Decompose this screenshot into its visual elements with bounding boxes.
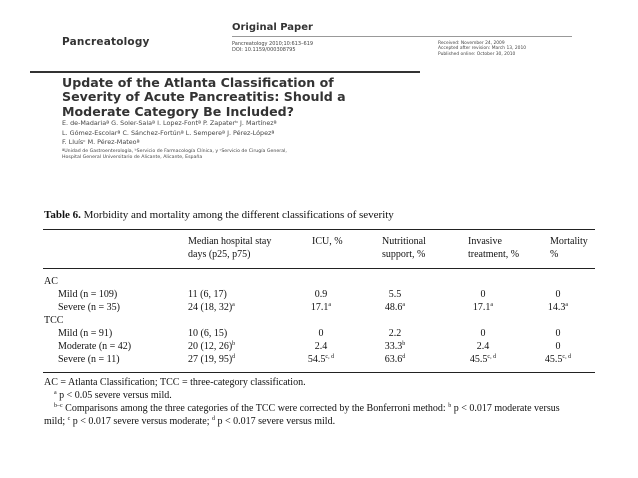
table-cell: 33.3$^b$ bbox=[384, 341, 406, 352]
column-header-line: support, % bbox=[382, 248, 426, 260]
table-cell: 45.5$^{c, d}$ bbox=[469, 354, 497, 365]
table-cell: 17.1$^a$ bbox=[472, 302, 494, 313]
footnote-abbreviations: AC = Atlanta Classification; TCC = three-category classification. bbox=[44, 377, 306, 388]
column-header-line: Nutritional bbox=[382, 236, 426, 247]
table-cell: 2.4 bbox=[476, 341, 490, 352]
row-label: Severe (n = 11) bbox=[58, 354, 120, 365]
article-title bbox=[62, 76, 482, 119]
column-header-nutrition bbox=[382, 236, 426, 261]
footnote-a: $^a$ p < 0.05 severe versus mild. bbox=[54, 390, 172, 401]
journal-name: Pancreatology bbox=[62, 36, 150, 48]
table-cell: 20 (12, 26)$^b$ bbox=[188, 341, 236, 352]
title-divider bbox=[30, 71, 420, 73]
header-divider bbox=[232, 36, 572, 37]
citation bbox=[232, 41, 313, 53]
affiliations bbox=[62, 149, 462, 161]
table-cell: 0 bbox=[318, 328, 324, 339]
table-cell: 0.9 bbox=[314, 289, 328, 300]
table-cell: 45.5$^{c, d}$ bbox=[544, 354, 572, 365]
author-line: L. Gómez-Escolarª C. Sánchez-Fortúnª L. Sempereª J. Pérez-Lópezª bbox=[62, 128, 275, 137]
column-header-line: treatment, % bbox=[468, 248, 520, 260]
author-list bbox=[62, 119, 442, 148]
column-header-line: days (p25, p75) bbox=[188, 248, 251, 260]
column-header-stay bbox=[188, 236, 271, 261]
table-cell: 2.4 bbox=[314, 341, 328, 352]
column-header-line: % bbox=[550, 248, 559, 260]
column-header-invasive bbox=[468, 236, 519, 261]
table-cell: 48.6$^a$ bbox=[384, 302, 406, 313]
citation-line: Pancreatology 2010;10:613–619 bbox=[232, 41, 314, 47]
table-cell: 2.2 bbox=[388, 328, 402, 339]
row-label: Mild (n = 91) bbox=[58, 328, 113, 339]
date-line: Accepted after revision: March 13, 2010 bbox=[438, 46, 527, 52]
column-header-line: ICU, % bbox=[312, 236, 343, 247]
table-caption bbox=[44, 209, 394, 221]
date-line: Published online: October 30, 2010 bbox=[438, 51, 516, 57]
affiliation-line: Hospital General Universitario de Alicante, Alicante, España bbox=[62, 155, 203, 161]
publication-dates bbox=[438, 41, 526, 57]
table-cell: 54.5$^{c, d}$ bbox=[307, 354, 335, 365]
article-type: Original Paper bbox=[232, 22, 313, 33]
table-cell: 0 bbox=[555, 341, 561, 352]
table-cell: 5.5 bbox=[388, 289, 402, 300]
table-cell: 10 (6, 15) bbox=[188, 328, 228, 339]
author-line: E. de-Madariaª G. Soler-Salaª I. Lopez-Fontª P. Zapaterᵇ J. Martínezª bbox=[62, 119, 277, 127]
author-line: F. Lluísᶜ M. Pérez-Mateoª bbox=[62, 138, 140, 147]
table-cell: 0 bbox=[555, 328, 561, 339]
citation-line: DOI: 10.1159/000308795 bbox=[232, 47, 296, 53]
table-cell: 24 (18, 32)$^a$ bbox=[188, 302, 235, 313]
table-cell: 0 bbox=[480, 328, 486, 339]
row-label: Mild (n = 109) bbox=[58, 289, 118, 300]
footnote-bonferroni-cont: mild; $^c$ p < 0.017 severe versus moderate; $^d$ p < 0.017 severe versus mild. bbox=[44, 416, 336, 427]
title-line: Update of the Atlanta Classification of bbox=[62, 75, 334, 90]
date-line: Received: November 24, 2009 bbox=[438, 41, 505, 46]
title-line: Moderate Category Be Included? bbox=[62, 103, 294, 119]
table-cell: 14.3$^a$ bbox=[547, 302, 569, 313]
row-label: Moderate (n = 42) bbox=[58, 341, 132, 352]
table-cell: 17.1$^a$ bbox=[310, 302, 332, 313]
table-cell: 0 bbox=[480, 289, 486, 300]
column-header-line: Median hospital stay bbox=[188, 236, 272, 247]
affiliation-line: ªUnidad de Gastroenterología, ᵇServicio de Farmacología Clínica, y ᶜServicio de Cirugía General, bbox=[62, 149, 287, 154]
table-cell: 0 bbox=[555, 289, 561, 300]
column-header-line: Invasive bbox=[468, 236, 502, 247]
table-caption-text: Morbidity and mortality among the different classifications of severity bbox=[80, 209, 394, 221]
title-line: Severity of Acute Pancreatitis: Should a bbox=[62, 89, 346, 105]
row-label: Severe (n = 35) bbox=[58, 302, 121, 313]
table-bottom-rule bbox=[43, 372, 595, 373]
column-header-line: Mortality bbox=[550, 236, 588, 247]
group-label-tcc: TCC bbox=[44, 315, 64, 326]
column-header-icu bbox=[312, 236, 343, 249]
table-cell: 11 (6, 17) bbox=[188, 289, 227, 300]
table-caption-label: Table 6. bbox=[44, 209, 81, 221]
footnote-bonferroni: $^{b-c}$ Comparisons among the three categories of the TCC were corrected by the Bonferroni method: $^b$ p < 0.017 moderate versus bbox=[54, 403, 560, 414]
table-cell: 63.6$^d$ bbox=[384, 354, 406, 365]
table-header-rule bbox=[43, 268, 595, 269]
table-top-rule bbox=[43, 229, 595, 230]
group-label-ac: AC bbox=[44, 276, 58, 287]
column-header-mortality bbox=[550, 236, 588, 261]
table-cell: 27 (19, 95)$^d$ bbox=[188, 354, 236, 365]
